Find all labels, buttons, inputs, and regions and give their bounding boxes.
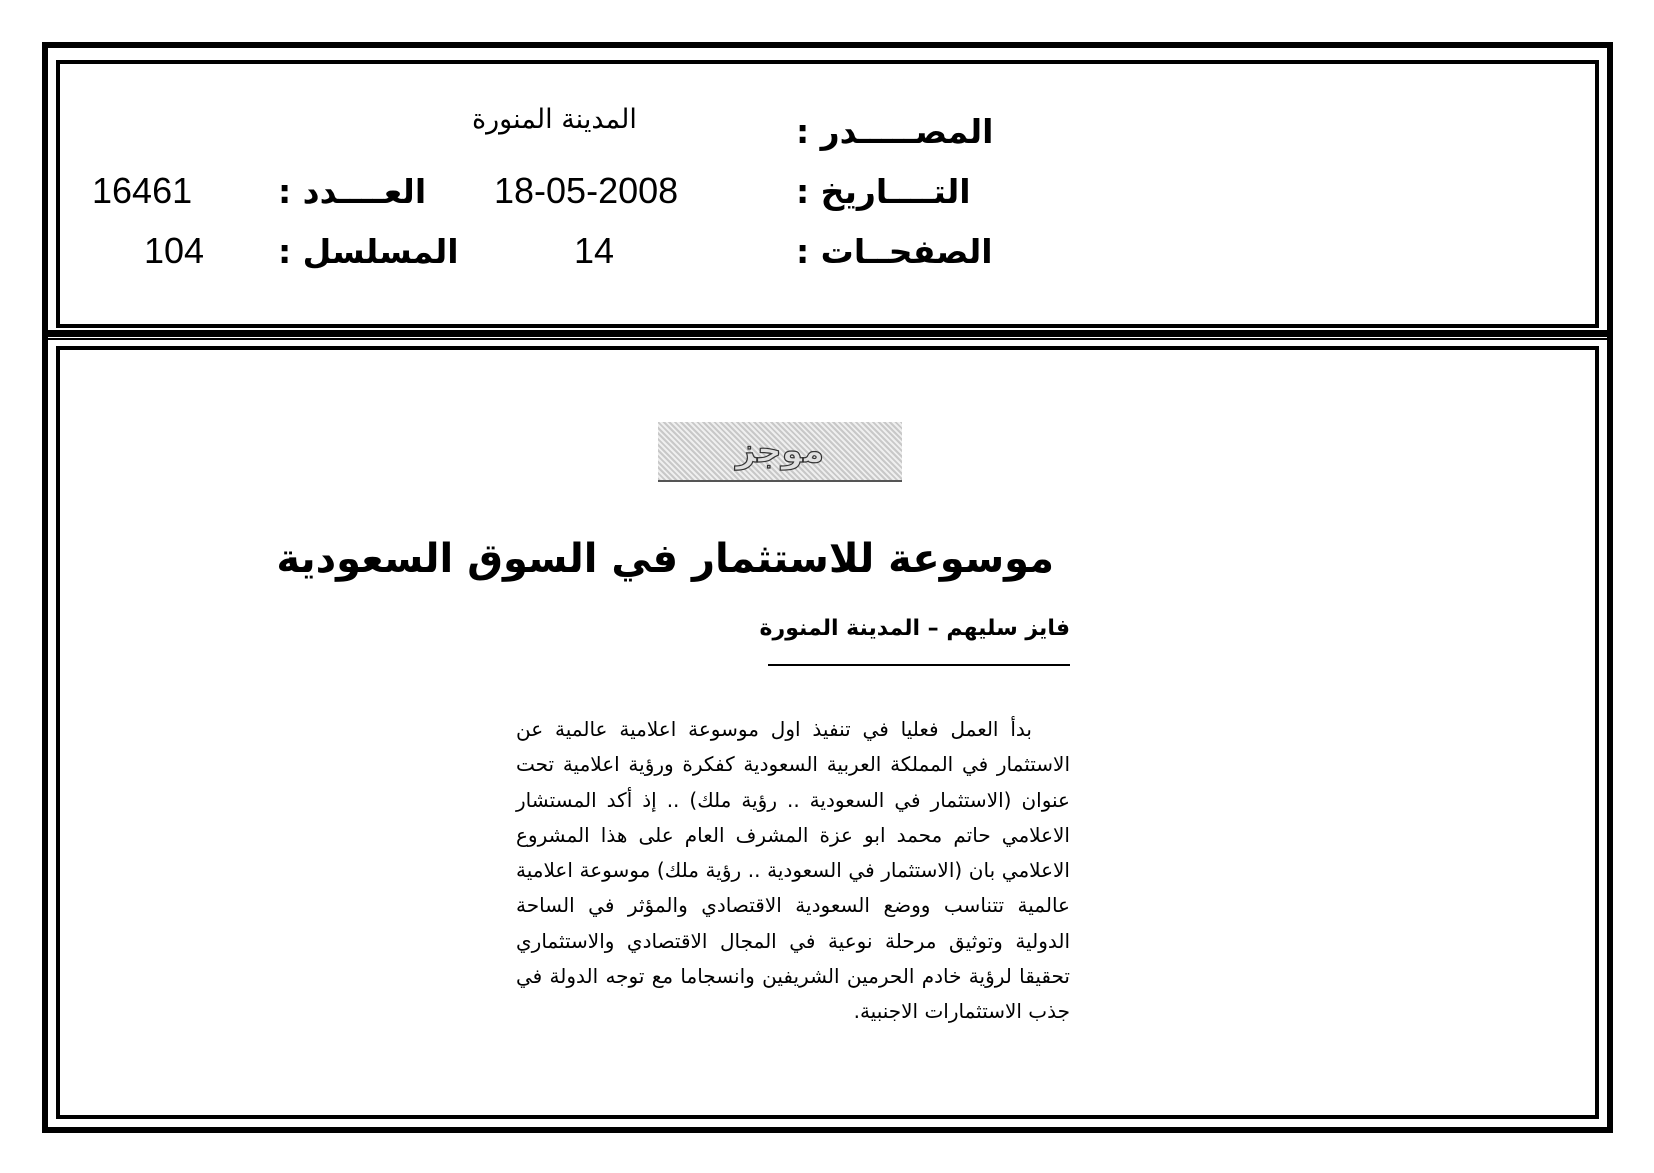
section-logo [658,422,902,482]
issue-value: 16461 [92,170,193,211]
pages-value: 14 [574,230,615,271]
date-value: 18-05-2008 [494,170,679,211]
issue-label: العــــدد : [278,172,427,211]
article-headline: موسوعة للاستثمار في السوق السعودية [276,536,1054,582]
byline-rule [768,664,1070,666]
source-label: المصـــــدر : [796,112,994,151]
section-logo-text: موجز [735,431,825,471]
date-label: التــــاريخ : [796,172,971,211]
pages-label: الصفحــات : [796,232,993,271]
article-byline: فايز سليهم – المدينة المنورة [759,616,1070,641]
source-value: المدينة المنورة [472,104,637,135]
serial-label: المسلسل : [278,232,459,271]
header-divider [48,330,1607,340]
article-paragraph: بدأ العمل فعليا في تنفيذ اول موسوعة اعلامية عالمية عن الاستثمار في المملكة العربية السعودية كفكرة ورؤية اعلامية تحت عنوان (الاستثمار في السعودية .. رؤية ملك) .. إذ أكد المستشار الاعلامي حاتم محمد ابو عزة المشرف العام على هذا المشروع الاعلامي بان (الاستثمار في السعودية .. رؤية ملك) موسوعة اعلامية عالمية تتناسب ووضع السعودية الاقتصادي والمؤثر في الساحة الدولية وتوثيق مرحلة نوعية في المجال الاقتصادي والاستثماري تحقيقا لرؤية خادم الحرمين الشريفين وانسجاما مع توجه الدولة في جذب الاستثمارات الاجنبية. [516,717,1070,1024]
serial-value: 104 [144,230,205,271]
article-body [516,712,1070,1030]
